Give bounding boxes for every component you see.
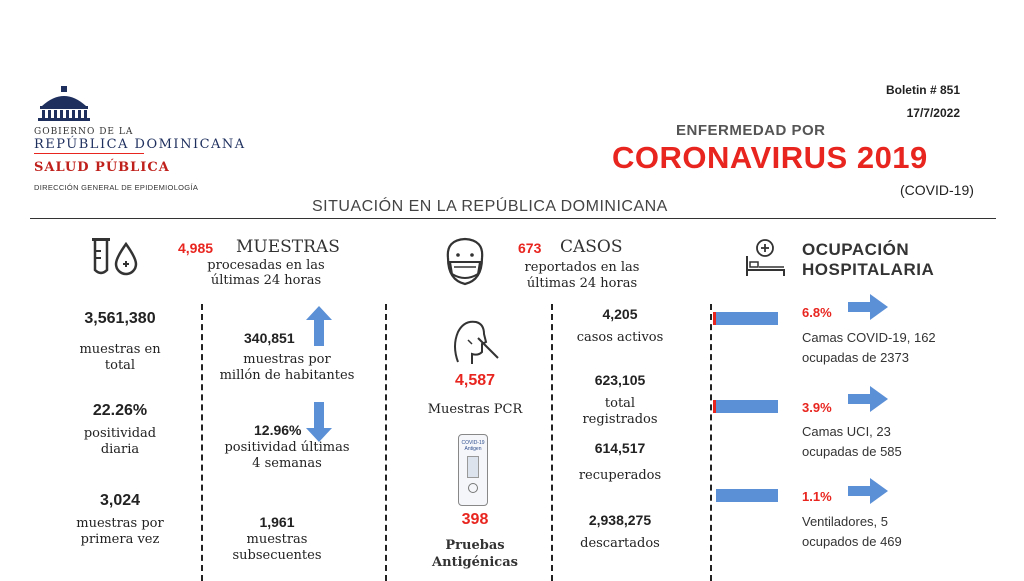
por-millon-value: 340,851 — [244, 330, 295, 346]
primera-vez-value: 3,024 — [99, 492, 141, 509]
positividad-label-2: diaria — [100, 442, 140, 457]
ocupacion-label-3b: ocupados de 469 — [802, 534, 902, 549]
antigen-label-1: Pruebas — [445, 538, 505, 553]
muestras-total-label-2: total — [104, 358, 136, 373]
registrados-label-2: registrados — [582, 412, 658, 427]
casos-count: 673 — [518, 240, 542, 256]
registrados-label-1: total — [604, 396, 636, 411]
antigen-test-window — [467, 456, 479, 478]
casos-subtitle-2: últimas 24 horas — [526, 276, 638, 291]
positividad-label-1: positividad — [83, 426, 157, 441]
pcr-value: 4,587 — [454, 372, 496, 389]
descartados-label: descartados — [580, 536, 660, 551]
arrow-up-icon — [306, 306, 332, 346]
ocupacion-label-1a: Camas COVID-19, 162 — [802, 330, 936, 345]
ocupacion-label-2b: ocupadas de 585 — [802, 444, 902, 459]
positividad-4-semanas-value: 12.96% — [254, 422, 302, 438]
antigen-test-icon — [458, 434, 488, 506]
ocupacion-bar-3 — [716, 489, 778, 502]
gov-line-4: DIRECCIÓN GENERAL DE EPIDEMIOLOGÍA — [34, 183, 199, 192]
descartados-value: 2,938,275 — [588, 512, 652, 528]
covid19-label: (COVID-19) — [900, 182, 974, 198]
positividad-4-semanas-label-2: 4 semanas — [252, 456, 322, 471]
subsecuentes-label-1: muestras — [246, 532, 308, 547]
separator-1 — [201, 304, 203, 581]
boletin-date: 17/7/2022 — [906, 106, 960, 120]
test-tube-icon — [90, 236, 150, 278]
muestras-subtitle-1: procesadas en las — [207, 258, 325, 273]
muestras-total-value: 3,561,380 — [84, 310, 156, 327]
antigen-value: 398 — [461, 511, 489, 528]
por-millon-label-2: millón de habitantes — [219, 368, 355, 383]
muestras-subtitle-2: últimas 24 horas — [210, 273, 322, 288]
gov-line-3: SALUD PÚBLICA — [34, 160, 170, 175]
ocupacion-percent-2: 3.9% — [802, 400, 832, 415]
coronavirus-title: CORONAVIRUS 2019 — [612, 140, 928, 175]
antigen-label-2: Antigénicas — [432, 555, 518, 570]
antigen-test-well — [468, 483, 478, 493]
registrados-value: 623,105 — [594, 372, 646, 388]
arrow-right-icon — [848, 478, 888, 504]
gov-line-1: GOBIERNO DE LA — [34, 127, 134, 137]
activos-label: casos activos — [576, 330, 664, 345]
ocupacion-title-2: HOSPITALARIA — [802, 260, 935, 279]
ocupacion-label-2a: Camas UCI, 23 — [802, 424, 891, 439]
antigen-test-text: COVID-19 Antigen — [461, 440, 485, 452]
subsecuentes-label-2: subsecuentes — [232, 548, 322, 563]
enfermedad-por-label: ENFERMEDAD POR — [676, 122, 826, 139]
gov-line-2: REPÚBLICA DOMINICANA — [34, 137, 246, 152]
ocupacion-bar-1 — [716, 312, 778, 325]
arrow-right-icon — [848, 294, 888, 320]
hospital-bed-icon — [744, 238, 786, 278]
masked-face-icon — [440, 236, 490, 288]
ocupacion-bar-2 — [716, 400, 778, 413]
casos-subtitle-1: reportados en las — [524, 260, 640, 275]
boletin-number: Boletin # 851 — [885, 83, 960, 97]
arrow-right-icon — [848, 386, 888, 412]
separator-3 — [551, 304, 553, 581]
arrow-down-icon — [306, 402, 332, 442]
primera-vez-label-2: primera vez — [80, 532, 160, 547]
separator-4 — [710, 304, 712, 581]
muestras-count: 4,985 — [178, 240, 214, 256]
ocupacion-percent-1: 6.8% — [802, 305, 832, 320]
situacion-heading: SITUACIÓN EN LA REPÚBLICA DOMINICANA — [312, 198, 668, 215]
muestras-total-label-1: muestras en — [79, 342, 161, 357]
casos-title: CASOS — [560, 237, 623, 257]
ocupacion-label-1b: ocupadas de 2373 — [802, 350, 909, 365]
nasal-swab-icon — [448, 316, 500, 370]
positividad-value: 22.26% — [92, 402, 148, 419]
subsecuentes-value: 1,961 — [259, 514, 295, 530]
ocupacion-label-3a: Ventiladores, 5 — [802, 514, 889, 529]
pcr-label: Muestras PCR — [427, 402, 523, 417]
ocupacion-title-1: OCUPACIÓN — [802, 240, 910, 259]
dome-logo-icon — [34, 86, 94, 122]
logo-divider — [34, 153, 144, 154]
recuperados-value: 614,517 — [594, 440, 646, 456]
muestras-title: MUESTRAS — [236, 237, 340, 257]
por-millon-label-1: muestras por — [243, 352, 331, 367]
positividad-4-semanas-label-1: positividad últimas — [224, 440, 350, 455]
header-rule — [30, 218, 996, 219]
ocupacion-percent-3: 1.1% — [802, 489, 832, 504]
activos-value: 4,205 — [602, 306, 638, 322]
separator-2 — [385, 304, 387, 581]
primera-vez-label-1: muestras por — [76, 516, 164, 531]
recuperados-label: recuperados — [578, 468, 662, 483]
